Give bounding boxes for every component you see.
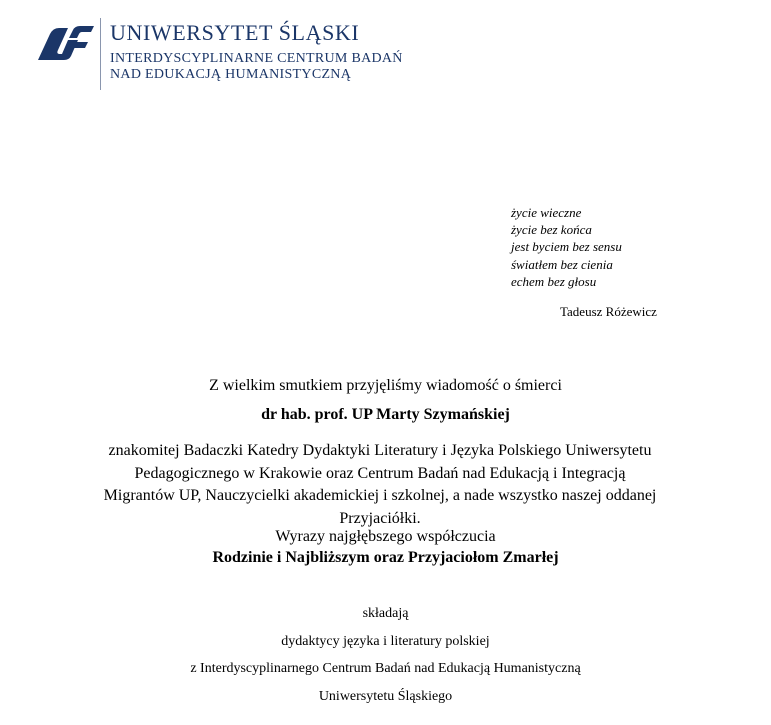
letterhead <box>38 16 438 92</box>
condolences-text: Wyrazy najgłębszego współczucia <box>275 528 496 545</box>
signature-university: Uniwersytetu Śląskiego <box>318 689 453 704</box>
description-line: Migrantów UP, Nauczycielki akademickiej i szkolnej, a nade wszystko naszej oddanej <box>103 487 657 504</box>
unit-name-line-2: NAD EDUKACJĄ HUMANISTYCZNĄ <box>110 67 352 82</box>
letterhead-divider <box>100 18 101 90</box>
poem-author: Tadeusz Różewicz <box>560 304 657 319</box>
condolences-recipients: Rodzinie i Najbliższym oraz Przyjaciołom Zmarłej <box>212 549 559 566</box>
poem-line: światłem bez cienia <box>511 256 613 272</box>
poem-quote <box>511 204 622 290</box>
signature-verb: składają <box>362 606 409 621</box>
poem-line: jest byciem bez sensu <box>511 239 622 255</box>
description-line: Pedagogicznego w Krakowie oraz Centrum Badań nad Edukacją i Integracją <box>134 464 626 482</box>
notice-intro: Z wielkim smutkiem przyjęliśmy wiadomość o śmierci <box>209 377 562 394</box>
poem-line: życie wieczne <box>511 205 582 220</box>
signature-who: dydaktycy języka i literatury polskiej <box>281 634 490 649</box>
description-line: znakomitej Badaczki Katedry Dydaktyki Literatury i Języka Polskiego Uniwersytetu <box>108 442 652 459</box>
university-logo-icon <box>38 24 94 60</box>
description-line: Przyjaciółki. <box>339 509 421 527</box>
poem-line: echem bez głosu <box>511 273 597 289</box>
signature-from: z Interdyscyplinarnego Centrum Badań nad Edukacją Humanistyczną <box>190 661 581 676</box>
deceased-name: dr hab. prof. UP Marty Szymańskiej <box>261 406 510 423</box>
poem-line: życie bez końca <box>511 222 592 238</box>
unit-name-line-1: INTERDYSCYPLINARNE CENTRUM BADAŃ <box>110 51 403 66</box>
university-name: UNIWERSYTET ŚLĄSKI <box>110 20 360 45</box>
deceased-description <box>80 440 680 530</box>
